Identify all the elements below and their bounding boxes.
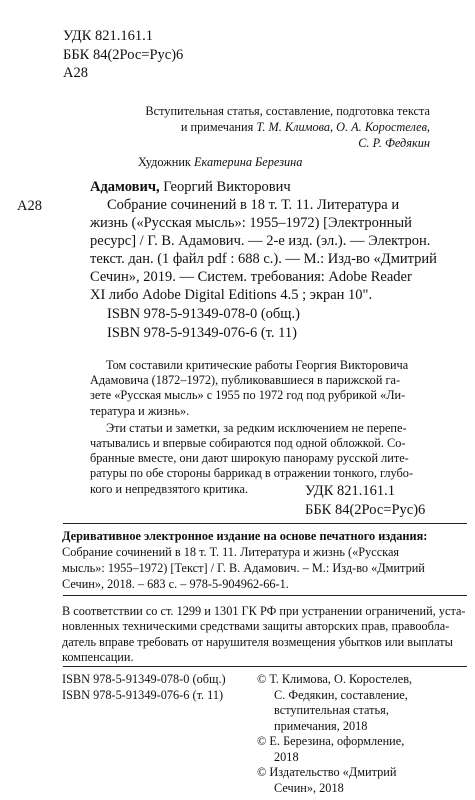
credits-line-2-prefix: и примечания bbox=[180, 120, 257, 134]
biblio-line: Сечин», 2019. — Систем. требования: Adobe Reader bbox=[90, 269, 412, 285]
credits-line-2 bbox=[60, 119, 430, 135]
copyright-line: © Т. Климова, О. Коростелев, bbox=[257, 672, 413, 686]
annotation-line: Эти статьи и заметки, за редким исключением не перепе- bbox=[106, 420, 407, 435]
final-isbn-block bbox=[62, 672, 226, 703]
artist-credit bbox=[138, 154, 302, 170]
rights-line: компенсации. bbox=[62, 649, 134, 664]
derivative-line: Сечин», 2018. – 683 с. – 978-5-904962-66-1. bbox=[62, 577, 289, 591]
derivative-line: Собрание сочинений в 18 т. Т. 11. Литература и жизнь («Русская bbox=[62, 545, 400, 559]
author-given-names: Георгий Викторович bbox=[159, 179, 291, 195]
author-mark: А28 bbox=[63, 65, 88, 81]
rights-notice bbox=[62, 604, 467, 665]
bottom-classification-codes bbox=[305, 482, 425, 520]
biblio-line: текст. дан. (1 файл pdf : 688 с.). — М.: Изд-во «Дмитрий bbox=[90, 251, 437, 267]
derivative-line: мысль»: 1955–1972) [Текст] / Г. В. Адамович. – М.: Изд-во «Дмитрий bbox=[62, 561, 425, 575]
biblio-line: XI либо Adobe Digital Editions 4.5 ; экран 10". bbox=[90, 287, 373, 303]
biblio-line: жизнь («Русская мысль»: 1955–1972) [Электронный bbox=[90, 215, 412, 231]
annotation-line: Адамовича (1872–1972), публиковавшиеся в парижской га- bbox=[90, 373, 401, 388]
annotation-line: тература и жизнь». bbox=[90, 403, 190, 418]
annotation-line: зете «Русская мысль» с 1955 по 1972 год под рубрикой «Ли- bbox=[90, 388, 406, 403]
credits-line-3 bbox=[60, 135, 430, 151]
divider-rule bbox=[63, 595, 467, 596]
copyright-line: вступительная статья, bbox=[274, 703, 389, 717]
side-author-mark: А28 bbox=[17, 198, 42, 214]
divider-rule bbox=[63, 666, 467, 667]
credits-names: Т. М. Климова, О. А. Коростелев, bbox=[256, 120, 430, 134]
annotation-line: бранные вместе, они дают широкую панораму русской лите- bbox=[90, 451, 409, 466]
copyright-line: С. Федякин, составление, bbox=[274, 687, 408, 702]
rights-line: В соответствии со ст. 1299 и 1301 ГК РФ при устранении ограничений, уста- bbox=[62, 604, 466, 618]
udk-code-bottom: УДК 821.161.1 bbox=[305, 483, 395, 499]
annotation-paragraph-1 bbox=[90, 358, 466, 419]
editorial-credits bbox=[60, 103, 430, 151]
artist-name: Екатерина Березина bbox=[193, 155, 303, 169]
credits-line-1: Вступительная статья, составление, подготовка текста bbox=[145, 104, 430, 118]
annotation-line: чатывались и впервые собираются под одной обложкой. Со- bbox=[90, 436, 406, 451]
annotation-line: ратуры по обе стороны баррикад в отражении тонкого, глубо- bbox=[90, 466, 414, 481]
final-isbn-volume: ISBN 978-5-91349-076-6 (т. 11) bbox=[62, 687, 224, 702]
copyright-line: Сечин», 2018 bbox=[274, 780, 344, 795]
final-isbn-set: ISBN 978-5-91349-078-0 (общ.) bbox=[62, 672, 226, 686]
rights-line: датель вправе требовать от нарушителя возмещения убытков или выплаты bbox=[62, 634, 453, 649]
annotation-line: Том составили критические работы Георгия Викторовича bbox=[106, 358, 409, 372]
isbn-volume: ISBN 978-5-91349-076-6 (т. 11) bbox=[107, 325, 297, 341]
derivative-edition-note bbox=[62, 528, 467, 592]
copyright-line: примечания, 2018 bbox=[274, 718, 368, 733]
author-surname: Адамович, bbox=[90, 179, 160, 195]
bbk-code: ББК 84(2Рос=Рус)6 bbox=[63, 46, 184, 63]
artist-prefix: Художник bbox=[138, 155, 194, 169]
copyright-line: 2018 bbox=[274, 749, 299, 764]
biblio-line: Собрание сочинений в 18 т. Т. 11. Литература и bbox=[107, 197, 400, 213]
bbk-code-bottom: ББК 84(2Рос=Рус)6 bbox=[305, 502, 426, 518]
rights-line: новленных техническими средствами защиты авторских прав, правообла- bbox=[62, 619, 450, 634]
udk-code: УДК 821.161.1 bbox=[63, 28, 153, 44]
credits-names-cont: С. Р. Федякин bbox=[358, 136, 430, 150]
copyright-line: © Издательство «Дмитрий bbox=[257, 765, 397, 779]
author-line bbox=[90, 178, 466, 196]
top-classification-codes bbox=[63, 27, 183, 83]
derivative-heading: Деривативное электронное издание на основе печатного издания: bbox=[62, 529, 428, 543]
copyright-holders bbox=[257, 672, 467, 796]
copyright-line: © Е. Березина, оформление, bbox=[257, 734, 405, 748]
annotation-line: кого и непредвзятого критика. bbox=[90, 481, 249, 496]
divider-rule bbox=[63, 523, 467, 524]
isbn-set: ISBN 978-5-91349-078-0 (общ.) bbox=[107, 306, 300, 322]
bibliographic-record bbox=[90, 178, 466, 304]
biblio-line: ресурс] / Г. В. Адамович. — 2-е изд. (эл.). — Электрон. bbox=[90, 233, 431, 249]
annotation bbox=[90, 358, 466, 499]
isbn-block bbox=[90, 305, 300, 343]
